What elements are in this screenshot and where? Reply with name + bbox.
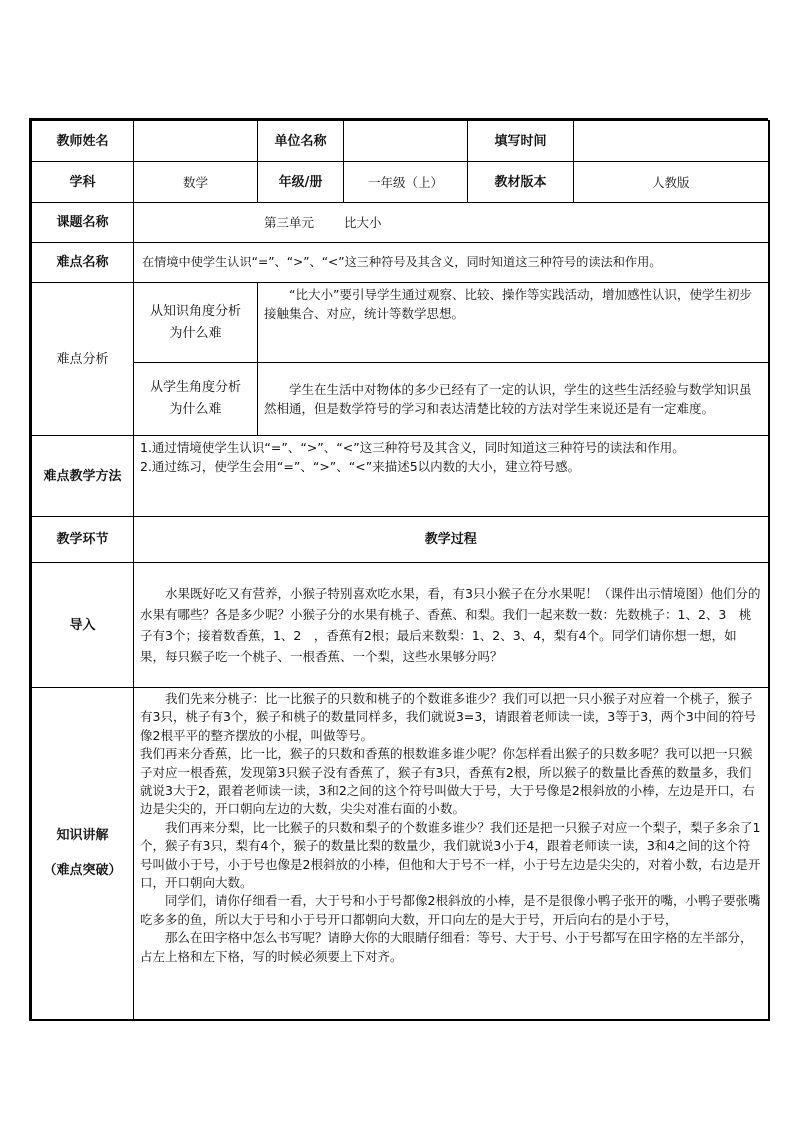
knowledge-label: 知识讲解 （难点突破） (32, 688, 134, 1020)
intro-label: 导入 (32, 563, 134, 688)
grade-value: 一年级（上） (344, 162, 468, 203)
method-item-1: 1.通过情境使学生认识“=”、“>”、“<”这三种符号及其含义，同时知道这三种符号的读法和作用。 (140, 440, 685, 455)
knowledge-angle-text: “比大小”要引导学生通过观察、比较、操作等实践活动，增加感性认识，使学生初步接触集合、对应，统计等数学思想。 (258, 283, 769, 363)
teacher-name-value (134, 121, 258, 162)
lesson-design-table (29, 118, 768, 1021)
method-label: 难点教学方法 (32, 436, 134, 517)
knowledge-paragraph: 我们先来分桃子：比一比猴子的只数和桃子的个数谁多谁少？我们可以把一只小猴子对应着一个桃子，猴子有3只，桃子有3个，猴子和桃子的数量同样多，我们就说3=3，请跟着老师读一读，3等于3，两个3中间的符号像2根平平的整齐摆放的小棍，叫做等号。 (140, 691, 757, 743)
edition-value: 人教版 (574, 162, 769, 203)
knowledge-text (134, 688, 769, 1020)
topic-unit: 第三单元 (264, 215, 315, 230)
difficulty-text: 在情境中使学生认识“=”、“>”、“<”这三种符号及其含义，同时知道这三种符号的读法和作用。 (134, 243, 769, 283)
subject-value: 数学 (134, 162, 258, 203)
unit-name-label: 单位名称 (258, 121, 344, 162)
edition-label: 教材版本 (468, 162, 574, 203)
student-angle-text: 学生在生活中对物体的多少已经有了一定的认识，学生的这些生活经验与数学知识虽然相通，但是数学符号的学习和表达清楚比较的方法对学生来说还是有一定难度。 (258, 363, 769, 436)
grade-label: 年级/册 (258, 162, 344, 203)
unit-name-value (344, 121, 468, 162)
process-header: 教学过程 (134, 517, 769, 563)
method-text (134, 436, 769, 517)
fill-date-label: 填写时间 (468, 121, 574, 162)
teacher-name-label: 教师姓名 (32, 121, 134, 162)
topic-value (134, 203, 769, 243)
analysis-label: 难点分析 (32, 283, 134, 436)
knowledge-paragraph: 我们再来分香蕉，比一比，猴子的只数和香蕉的根数谁多谁少呢？你怎样看出猴子的只数多呢？我可以把一只猴子对应一根香蕉，发现第3只猴子没有香蕉了，猴子有3只，香蕉有2根，所以猴子的数量比香蕉的数量多，我们就说3大于2，跟着老师读一读，3和2之间的这个符号叫做大于号，大于号像是2根斜放的小棒，左边是开口，右边是尖尖的，开口朝向左边的大数，尖尖对准右面的小数。 (140, 746, 755, 817)
student-angle-label: 从学生角度分析 为什么难 (134, 363, 258, 436)
fill-date-value (574, 121, 769, 162)
knowledge-paragraph: 我们再来分梨，比一比猴子的只数和梨子的个数谁多谁少？我们还是把一只猴子对应一个梨子，梨子多余了1个，猴子有3只，梨有4个，猴子的数量比梨的数量少，我们就说3小于4，跟着老师读一读，3和4之间的这个符号叫做小于号，小于号也像是2根斜放的小棒，但他和大于号不一样，小于号左边是尖尖的，对着小数，右边是开口，开口朝向大数。 (140, 819, 761, 891)
intro-text: 水果既好吃又有营养，小猴子特别喜欢吃水果，看，有3只小猴子在分水果呢！（课件出示情境图）他们分的水果有哪些？各是多少呢？小猴子分的水果有桃子、香蕉、和梨。我们一起来数一数：先数桃子：1、2、3 桃子有3个；接着数香蕉，1、2 ，香蕉有2根；最后来数梨：1、2、3、4，梨有4个。同学们请你想一想，如果，每只猴子吃一个桃子、一根香蕉、一个梨，这些水果够分吗？ (134, 563, 769, 688)
subject-label: 学科 (32, 162, 134, 203)
topic-label: 课题名称 (32, 203, 134, 243)
method-item-2: 2.通过练习，使学生会用“=”、“>”、“<”来描述5以内数的大小，建立符号感。 (140, 459, 581, 474)
stage-header: 教学环节 (32, 517, 134, 563)
topic-title: 比大小 (344, 215, 382, 230)
knowledge-paragraph: 那么在田字格中怎么书写呢？请睁大你的大眼睛仔细看：等号、大于号、小于号都写在田字格的左半部分，占左上格和左下格，写的时候必须要上下对齐。 (140, 930, 753, 964)
knowledge-angle-label: 从知识角度分析 为什么难 (134, 283, 258, 363)
knowledge-paragraph: 同学们，请你仔细看一看，大于号和小于号都像2根斜放的小棒，是不是很像小鸭子张开的嘴，小鸭子要张嘴吃多多的鱼，所以大于号和小于号开口都朝向大数，开口向左的是大于号，开后向右的是小于号， (140, 893, 761, 927)
difficulty-label: 难点名称 (32, 243, 134, 283)
